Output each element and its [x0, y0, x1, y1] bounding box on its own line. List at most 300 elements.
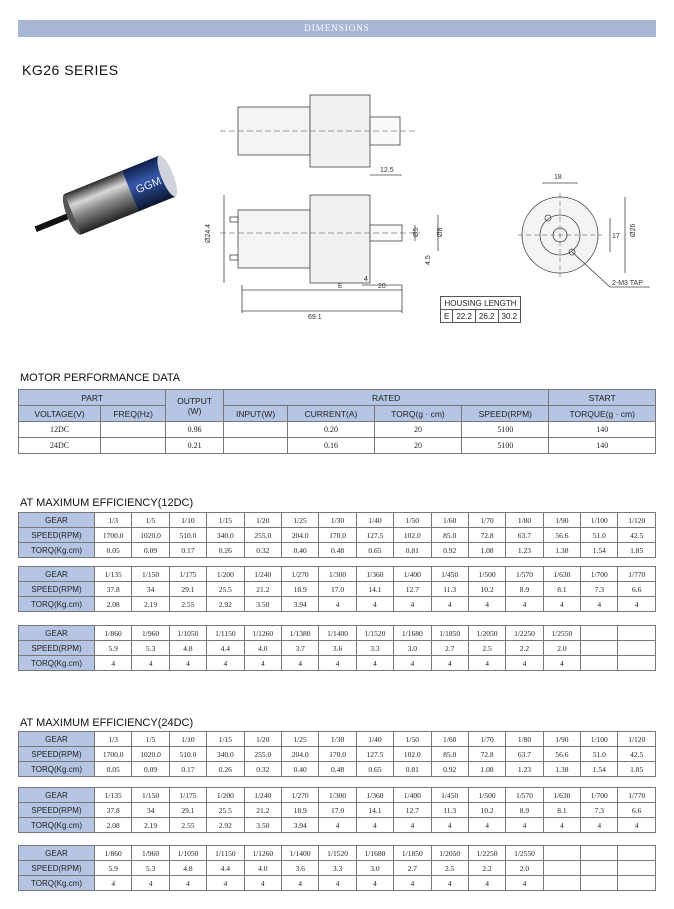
speed-cell [581, 641, 618, 656]
housing-title: HOUSING LENGTH [441, 297, 521, 310]
efficiency-table [18, 625, 656, 671]
torq-cell: 4 [95, 876, 132, 891]
speed-cell: 10.2 [468, 582, 505, 597]
row-label: GEAR [19, 567, 95, 582]
dimensions-banner: DIMENSIONS [18, 20, 656, 37]
gear-cell: 1/25 [281, 513, 318, 528]
gear-cell: 1/360 [356, 567, 393, 582]
torq-cell: 0.40 [281, 762, 318, 777]
torq-cell: 2.08 [95, 818, 132, 833]
gear-cell: 1/1050 [169, 846, 206, 861]
speed-cell: 29.1 [169, 803, 206, 818]
gear-cell: 1/2250 [506, 626, 543, 641]
torq-cell: 4 [543, 656, 580, 671]
torq-cell: 1.54 [581, 543, 618, 558]
table-row [19, 788, 656, 803]
housing-value: 22.2 [453, 310, 476, 323]
gear-cell: 1/100 [581, 513, 618, 528]
gear-cell: 1/120 [618, 513, 656, 528]
torq-cell: 4 [356, 597, 393, 612]
speed-cell: 63.7 [506, 747, 543, 762]
gear-cell: 1/300 [319, 567, 356, 582]
perf-cell-start: 140 [549, 438, 656, 454]
motor-photo [25, 148, 185, 248]
torq-cell: 0.92 [431, 762, 468, 777]
gear-cell [581, 846, 618, 861]
speed-cell: 2.2 [468, 861, 505, 876]
efficiency-table [18, 731, 656, 777]
torq-cell: 4 [468, 656, 505, 671]
gear-cell: 1/135 [95, 788, 132, 803]
gear-cell: 1/450 [431, 788, 468, 803]
gear-cell [618, 626, 656, 641]
gear-cell: 1/2550 [543, 626, 580, 641]
speed-cell: 17.0 [319, 582, 356, 597]
torq-cell: 4 [169, 876, 206, 891]
speed-cell: 204.0 [281, 747, 318, 762]
perf-cell-speed: 5100 [462, 438, 549, 454]
gear-cell: 1/1400 [319, 626, 356, 641]
dim-e: E [338, 283, 343, 290]
torq-cell: 4 [244, 656, 281, 671]
gear-cell: 1/10 [169, 513, 206, 528]
speed-cell: 3.3 [356, 641, 393, 656]
gear-cell: 1/270 [281, 788, 318, 803]
torq-cell: 0.65 [356, 762, 393, 777]
torq-cell: 0.17 [169, 762, 206, 777]
torq-cell: 0.81 [394, 543, 431, 558]
torq-cell [581, 876, 618, 891]
dim-d5: Ø5 [413, 227, 420, 237]
gear-cell: 1/860 [95, 846, 132, 861]
row-label: TORQ(Kg.cm) [19, 818, 95, 833]
speed-cell: 10.2 [468, 803, 505, 818]
gear-cell: 1/1680 [394, 626, 431, 641]
table-row [19, 846, 656, 861]
speed-cell: 3.3 [319, 861, 356, 876]
speed-cell [543, 861, 580, 876]
gear-cell: 1/240 [244, 788, 281, 803]
speed-cell: 2.5 [468, 641, 505, 656]
h-voltage: VOLTAGE(V) [19, 406, 101, 422]
speed-cell: 29.1 [169, 582, 206, 597]
torq-cell: 4 [319, 818, 356, 833]
gear-cell: 1/80 [506, 732, 543, 747]
torq-cell: 0.09 [132, 543, 169, 558]
speed-cell: 2.7 [431, 641, 468, 656]
housing-length-table [440, 296, 521, 323]
gear-cell: 1/770 [618, 788, 656, 803]
speed-cell: 510.0 [169, 747, 206, 762]
performance-table [18, 389, 656, 454]
speed-cell: 8.1 [543, 582, 580, 597]
table-row [19, 597, 656, 612]
torq-cell: 0.26 [207, 762, 244, 777]
torq-cell: 1.23 [506, 762, 543, 777]
speed-cell: 56.6 [543, 528, 580, 543]
speed-cell: 4.4 [207, 861, 244, 876]
speed-cell: 3.0 [356, 861, 393, 876]
row-label: SPEED(RPM) [19, 803, 95, 818]
svg-text:GGM: GGM [134, 175, 164, 197]
speed-cell: 6.6 [618, 803, 656, 818]
dim-d26: Ø26 [630, 223, 637, 237]
torq-cell: 4 [356, 818, 393, 833]
table-row [19, 626, 656, 641]
gear-cell: 1/90 [543, 513, 580, 528]
torq-cell: 0.81 [394, 762, 431, 777]
speed-cell: 2.2 [506, 641, 543, 656]
row-label: GEAR [19, 513, 95, 528]
torq-cell: 4 [394, 818, 431, 833]
perf-cell-voltage: 24DC [19, 438, 101, 454]
torq-cell: 4 [207, 656, 244, 671]
row-label: TORQ(Kg.cm) [19, 762, 95, 777]
torq-cell: 4 [468, 818, 505, 833]
gear-cell: 1/960 [132, 626, 169, 641]
table-row [19, 528, 656, 543]
torq-cell: 0.32 [244, 543, 281, 558]
gear-cell: 1/270 [281, 567, 318, 582]
table-row [19, 803, 656, 818]
gear-cell: 1/860 [95, 626, 132, 641]
speed-cell: 1020.0 [132, 747, 169, 762]
gear-cell: 1/700 [581, 567, 618, 582]
h-output: OUTPUT (W) [166, 390, 224, 422]
torq-cell: 0.17 [169, 543, 206, 558]
torq-cell: 1.85 [618, 543, 656, 558]
speed-cell: 42.5 [618, 528, 656, 543]
speed-cell: 25.5 [207, 803, 244, 818]
torq-cell [543, 876, 580, 891]
speed-cell: 51.0 [581, 528, 618, 543]
speed-cell: 21.2 [244, 803, 281, 818]
speed-cell: 5.3 [132, 861, 169, 876]
gear-cell: 1/2050 [468, 626, 505, 641]
table-row [19, 567, 656, 582]
dim-17: 17 [612, 233, 620, 240]
eff24-title: AT MAXIMUM EFFICIENCY(24DC) [20, 717, 194, 729]
gear-cell: 1/15 [207, 513, 244, 528]
torq-cell: 4 [132, 876, 169, 891]
speed-cell: 17.0 [319, 803, 356, 818]
dim-18: 18 [554, 174, 562, 181]
table-row [19, 641, 656, 656]
torq-cell: 1.08 [468, 762, 505, 777]
torq-cell [618, 656, 656, 671]
torq-cell [618, 876, 656, 891]
gear-cell: 1/1520 [319, 846, 356, 861]
gear-cell: 1/100 [581, 732, 618, 747]
torq-cell: 4 [468, 876, 505, 891]
perf-cell-start: 140 [549, 422, 656, 438]
torq-cell: 4 [506, 656, 543, 671]
gear-cell: 1/1520 [356, 626, 393, 641]
speed-cell: 255.0 [244, 747, 281, 762]
torq-cell: 4 [356, 656, 393, 671]
gear-cell: 1/770 [618, 567, 656, 582]
gear-cell: 1/60 [431, 732, 468, 747]
gear-cell: 1/3 [95, 732, 132, 747]
table-row [19, 876, 656, 891]
gear-cell: 1/630 [543, 788, 580, 803]
perf-cell-input [223, 438, 287, 454]
torq-cell: 0.32 [244, 762, 281, 777]
h-input: INPUT(W) [223, 406, 287, 422]
gear-cell: 1/1260 [244, 846, 281, 861]
gear-cell: 1/200 [207, 788, 244, 803]
gear-cell: 1/20 [244, 732, 281, 747]
h-start-torque: TORQUE(g · cm) [549, 406, 656, 422]
speed-cell: 510.0 [169, 528, 206, 543]
speed-cell: 6.6 [618, 582, 656, 597]
torq-cell: 0.05 [95, 543, 132, 558]
speed-cell: 8.1 [543, 803, 580, 818]
torq-cell: 0.05 [95, 762, 132, 777]
speed-cell: 18.9 [281, 582, 318, 597]
torq-cell: 2.92 [207, 597, 244, 612]
perf-row [19, 422, 656, 438]
speed-cell: 34 [132, 803, 169, 818]
speed-cell [618, 861, 656, 876]
torq-cell: 3.50 [244, 597, 281, 612]
speed-cell: 72.8 [468, 528, 505, 543]
perf-cell-current: 0.16 [288, 438, 374, 454]
h-torq: TORQ(g · cm) [374, 406, 462, 422]
speed-cell: 37.8 [95, 803, 132, 818]
torq-cell: 4 [543, 818, 580, 833]
row-label: SPEED(RPM) [19, 582, 95, 597]
torq-cell: 2.08 [95, 597, 132, 612]
speed-cell: 72.8 [468, 747, 505, 762]
torq-cell: 3.94 [281, 597, 318, 612]
torq-cell: 1.38 [543, 543, 580, 558]
gear-cell: 1/570 [506, 567, 543, 582]
gear-cell: 1/25 [281, 732, 318, 747]
speed-cell: 34 [132, 582, 169, 597]
gear-cell: 1/135 [95, 567, 132, 582]
torq-cell: 4 [394, 876, 431, 891]
gear-cell: 1/2250 [468, 846, 505, 861]
speed-cell: 8.9 [506, 803, 543, 818]
row-label: GEAR [19, 788, 95, 803]
torq-cell: 0.48 [319, 762, 356, 777]
torq-cell: 4 [431, 597, 468, 612]
torq-cell: 2.92 [207, 818, 244, 833]
gear-cell: 1/200 [207, 567, 244, 582]
gear-cell: 1/10 [169, 732, 206, 747]
row-label: SPEED(RPM) [19, 861, 95, 876]
speed-cell: 11.3 [431, 803, 468, 818]
speed-cell: 127.5 [356, 528, 393, 543]
perf-cell-freq [101, 438, 166, 454]
perf-cell-voltage: 12DC [19, 422, 101, 438]
h-part: PART [19, 390, 166, 406]
speed-cell: 12.7 [394, 803, 431, 818]
torq-cell: 4 [207, 876, 244, 891]
speed-cell: 37.8 [95, 582, 132, 597]
row-label: SPEED(RPM) [19, 528, 95, 543]
torq-cell: 4 [394, 597, 431, 612]
speed-cell: 102.0 [394, 528, 431, 543]
gear-cell: 1/1680 [356, 846, 393, 861]
table-row [19, 818, 656, 833]
speed-cell: 170.0 [319, 747, 356, 762]
gear-cell: 1/1150 [207, 626, 244, 641]
gear-cell: 1/630 [543, 567, 580, 582]
gear-cell: 1/1380 [281, 626, 318, 641]
speed-cell: 5.3 [132, 641, 169, 656]
gear-cell: 1/500 [468, 788, 505, 803]
torq-cell: 1.54 [581, 762, 618, 777]
torq-cell: 4 [356, 876, 393, 891]
speed-cell: 42.5 [618, 747, 656, 762]
speed-cell: 2.5 [431, 861, 468, 876]
gear-cell: 1/1260 [244, 626, 281, 641]
speed-cell: 21.2 [244, 582, 281, 597]
dim-d24-4: Ø24.4 [205, 223, 212, 243]
gear-cell: 1/400 [394, 567, 431, 582]
torq-cell: 2.55 [169, 818, 206, 833]
torq-cell: 4 [319, 656, 356, 671]
housing-value: 30.2 [498, 310, 521, 323]
perf-cell-speed: 5100 [462, 422, 549, 438]
torq-cell: 4 [543, 597, 580, 612]
torq-cell [581, 656, 618, 671]
gear-cell: 1/960 [132, 846, 169, 861]
speed-cell: 3.6 [319, 641, 356, 656]
torq-cell: 1.85 [618, 762, 656, 777]
gear-cell: 1/30 [319, 732, 356, 747]
gear-cell: 1/40 [356, 732, 393, 747]
h-rated: RATED [223, 390, 549, 406]
series-title: KG26 SERIES [22, 62, 119, 78]
h-speed: SPEED(RPM) [462, 406, 549, 422]
dim-d8: Ø8 [437, 227, 444, 237]
gear-cell: 1/15 [207, 732, 244, 747]
gear-cell [581, 626, 618, 641]
torq-cell: 4 [394, 656, 431, 671]
dim-69-1: 69.1 [308, 314, 322, 321]
efficiency-table [18, 566, 656, 612]
torq-cell: 4 [581, 818, 618, 833]
speed-cell: 4.0 [244, 641, 281, 656]
gear-cell: 1/150 [132, 788, 169, 803]
gear-cell [618, 846, 656, 861]
row-label: SPEED(RPM) [19, 747, 95, 762]
gear-cell: 1/300 [319, 788, 356, 803]
gear-cell: 1/570 [506, 788, 543, 803]
row-label: TORQ(Kg.cm) [19, 656, 95, 671]
perf-cell-current: 0.20 [288, 422, 374, 438]
perf-cell-output: 0.96 [166, 422, 224, 438]
gear-cell [543, 846, 580, 861]
dim-12-5: 12.5 [380, 167, 394, 174]
table-row [19, 582, 656, 597]
speed-cell: 170.0 [319, 528, 356, 543]
speed-cell: 8.9 [506, 582, 543, 597]
speed-cell [581, 861, 618, 876]
perf-cell-torq: 20 [374, 438, 462, 454]
h-current: CURRENT(A) [288, 406, 374, 422]
perf-cell-output: 0.21 [166, 438, 224, 454]
gear-cell: 1/1850 [431, 626, 468, 641]
h-freq: FREQ(Hz) [101, 406, 166, 422]
table-row [19, 762, 656, 777]
gear-cell: 1/400 [394, 788, 431, 803]
speed-cell: 2.0 [543, 641, 580, 656]
torq-cell: 4 [618, 818, 656, 833]
h-start: START [549, 390, 656, 406]
speed-cell: 51.0 [581, 747, 618, 762]
row-label: GEAR [19, 732, 95, 747]
gear-cell: 1/360 [356, 788, 393, 803]
speed-cell: 85.0 [431, 528, 468, 543]
efficiency-table [18, 512, 656, 558]
efficiency-table [18, 787, 656, 833]
gear-cell: 1/1850 [394, 846, 431, 861]
torq-cell: 1.38 [543, 762, 580, 777]
row-label: GEAR [19, 626, 95, 641]
speed-cell: 4.4 [207, 641, 244, 656]
torq-cell: 1.08 [468, 543, 505, 558]
speed-cell: 2.0 [506, 861, 543, 876]
table-row [19, 732, 656, 747]
gear-cell: 1/1050 [169, 626, 206, 641]
torq-cell: 4 [506, 876, 543, 891]
gear-cell: 1/2550 [506, 846, 543, 861]
torq-cell: 4 [506, 597, 543, 612]
gear-cell: 1/150 [132, 567, 169, 582]
dim-20: 20 [378, 283, 386, 290]
speed-cell: 12.7 [394, 582, 431, 597]
torq-cell: 0.26 [207, 543, 244, 558]
table-row [19, 656, 656, 671]
gear-cell: 1/2050 [431, 846, 468, 861]
gear-cell: 1/450 [431, 567, 468, 582]
gear-cell: 1/500 [468, 567, 505, 582]
speed-cell: 3.0 [394, 641, 431, 656]
speed-cell: 102.0 [394, 747, 431, 762]
speed-cell: 18.9 [281, 803, 318, 818]
torq-cell: 3.50 [244, 818, 281, 833]
eff12-title: AT MAXIMUM EFFICIENCY(12DC) [20, 497, 194, 509]
table-row [19, 513, 656, 528]
gear-cell: 1/240 [244, 567, 281, 582]
speed-cell: 1020.0 [132, 528, 169, 543]
gear-cell: 1/70 [468, 732, 505, 747]
speed-cell: 4.0 [244, 861, 281, 876]
speed-cell: 3.7 [281, 641, 318, 656]
gear-cell: 1/1400 [281, 846, 318, 861]
speed-cell: 63.7 [506, 528, 543, 543]
row-label: TORQ(Kg.cm) [19, 597, 95, 612]
torq-cell: 4 [431, 818, 468, 833]
speed-cell: 14.1 [356, 582, 393, 597]
torq-cell: 4 [581, 597, 618, 612]
gear-cell: 1/3 [95, 513, 132, 528]
speed-cell: 4.8 [169, 861, 206, 876]
torq-cell: 0.48 [319, 543, 356, 558]
speed-cell: 25.5 [207, 582, 244, 597]
gear-cell: 1/700 [581, 788, 618, 803]
torq-cell: 3.94 [281, 818, 318, 833]
speed-cell: 2.7 [394, 861, 431, 876]
dimension-drawing [180, 85, 670, 335]
gear-cell: 1/5 [132, 513, 169, 528]
gear-cell: 1/70 [468, 513, 505, 528]
table-row [19, 543, 656, 558]
